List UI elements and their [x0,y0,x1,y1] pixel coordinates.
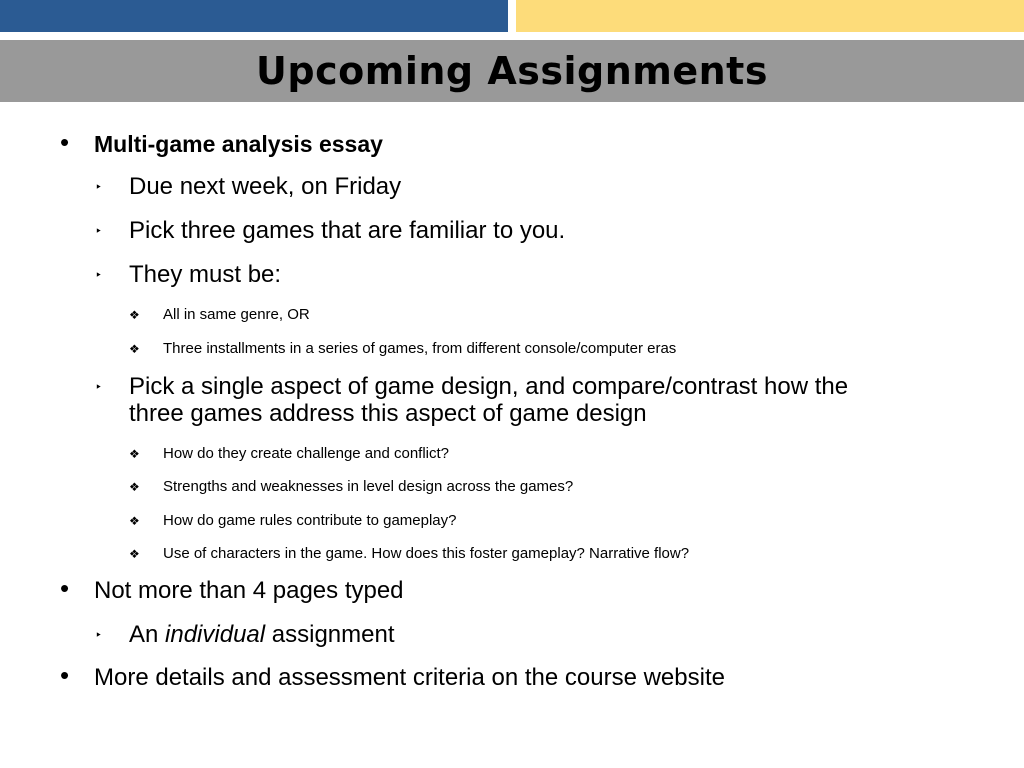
diamond-bullet-icon: ❖ [129,514,140,528]
sub-sub-bullet-text: Strengths and weaknesses in level design across the games? [163,478,574,495]
text-suffix: assignment [265,621,395,648]
sub-bullet-text: Due next week, on Friday [129,173,402,200]
top-accent-bar-yellow [516,0,1024,32]
bullet-icon: • [60,573,70,603]
bullet-icon: • [60,660,70,690]
top-accent-bar-blue [0,0,508,32]
sub-bullet-text-line2: three games address this aspect of game design [129,400,647,427]
arrow-bullet-icon: ‣ [95,180,103,194]
sub-bullet-text: Pick three games that are familiar to you. [129,217,566,244]
text-prefix: An [129,621,166,648]
diamond-bullet-icon: ❖ [129,342,140,356]
bullet-text: Multi-game analysis essay [94,131,383,157]
arrow-bullet-icon: ‣ [95,380,103,394]
sub-bullet-text: They must be: [129,261,282,288]
sub-sub-bullet-text: How do they create challenge and conflict? [163,445,450,462]
bullet-icon: • [60,127,70,157]
sub-sub-bullet-text: Use of characters in the game. How does this foster gameplay? Narrative flow? [163,545,690,562]
bullet-text: Not more than 4 pages typed [94,577,404,604]
arrow-bullet-icon: ‣ [95,224,103,238]
sub-bullet-text-line1: Pick a single aspect of game design, and compare/contrast how the [129,373,849,400]
diamond-bullet-icon: ❖ [129,547,140,561]
sub-sub-bullet-text: Three installments in a series of games, from different console/computer eras [163,340,677,357]
diamond-bullet-icon: ❖ [129,308,140,322]
arrow-bullet-icon: ‣ [95,268,103,282]
sub-sub-bullet-text: How do game rules contribute to gameplay? [163,512,457,529]
slide-title: Upcoming Assignments [256,49,768,93]
sub-bullet-text [129,621,395,649]
diamond-bullet-icon: ❖ [129,480,140,494]
emphasis-text: individual [165,621,266,648]
sub-sub-bullet-text: All in same genre, OR [163,306,310,323]
title-band [0,40,1024,102]
arrow-bullet-icon: ‣ [95,628,103,642]
diamond-bullet-icon: ❖ [129,447,140,461]
bullet-text: More details and assessment criteria on the course website [94,664,725,691]
